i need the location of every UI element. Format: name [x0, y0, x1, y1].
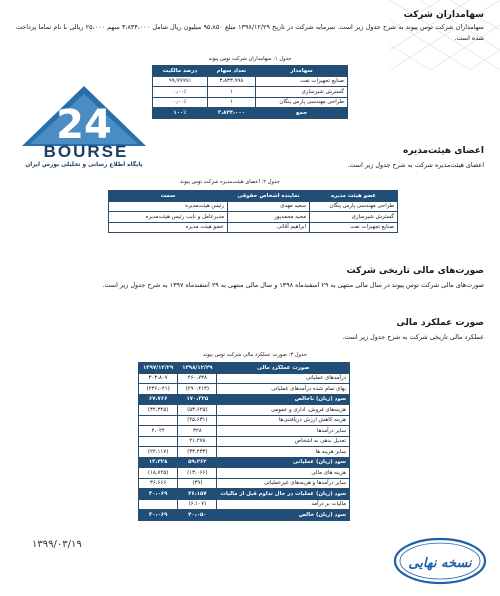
- performance-table-caption: جدول ۳: صورت عملکرد مالی شرکت توس پیوند: [203, 352, 307, 358]
- shareholders-heading: سهامداران شرکت: [403, 10, 484, 20]
- col-header: تعداد سهام: [207, 66, 255, 77]
- table-cell: ۰٫۰۰٪: [153, 87, 208, 98]
- table-cell: ۶۷،۷۶۶: [139, 394, 178, 405]
- table-cell: [139, 499, 178, 510]
- table-row: [109, 222, 398, 233]
- table-subtotal-row: [139, 489, 350, 500]
- table-cell: تعدیل بدهی به اشخاص: [217, 436, 350, 447]
- table-cell: طراحی مهندسی پارس پنگان: [256, 97, 348, 108]
- table-cell: ۴۰،۰۵۰: [178, 510, 217, 521]
- shareholders-table-caption: جدول ۱: سهامداران شرکت توس پیوند: [208, 56, 292, 62]
- table-row: [153, 97, 348, 108]
- table-row: [139, 447, 350, 458]
- table-header-row: [109, 191, 398, 202]
- col-header: درصد مالکیت: [153, 66, 208, 77]
- history-text: صورت‌های مالی شرکت توس پیوند در سال مالی منتهی به ۲۹ اسفندماه ۱۳۹۸ و سال مالی منتهی به ۲۹ اسفندماه ۱۳۹۷ به شرح جدول زیر است.: [102, 281, 484, 289]
- table-row: [139, 415, 350, 426]
- shareholders-table: [152, 65, 348, 119]
- table-cell: (۳۹): [178, 478, 217, 489]
- bourse24-logo: [8, 84, 160, 174]
- table-total-row: [153, 108, 348, 119]
- table-subtotal-row: [139, 394, 350, 405]
- table-cell: ۱۰۰٪: [153, 108, 208, 119]
- performance-text: عملکرد مالی تاریخی شرکت به شرح جدول زیر است.: [342, 333, 484, 341]
- col-header: سهامدار: [256, 66, 348, 77]
- board-table-caption: جدول ۲: اعضای هیئت‌مدیره شرکت توس پیوند: [180, 179, 280, 185]
- table-row: [109, 212, 398, 223]
- col-header: ۱۳۹۸/۱۲/۲۹: [178, 363, 217, 374]
- table-cell: (۴۵،۶۳۱): [178, 415, 217, 426]
- logo-numeral: 24: [56, 102, 112, 148]
- table-cell: سود (زیان) عملیات در حال تداوم قبل از مالیات: [217, 489, 350, 500]
- table-cell: ۳۰۳،۸۰۷: [139, 373, 178, 384]
- table-cell: (۲۴،۱۱۷): [139, 447, 178, 458]
- table-cell: ۵۹،۲۶۲: [178, 457, 217, 468]
- table-row: [139, 436, 350, 447]
- logo-word: BOURSE: [43, 142, 129, 161]
- performance-table: [138, 362, 350, 521]
- table-cell: هزینه های مالی: [217, 468, 350, 479]
- table-header-row: [153, 66, 348, 77]
- table-cell: ۱: [207, 97, 255, 108]
- table-cell: ۴۶۰،۷۳۸: [178, 373, 217, 384]
- table-row: [139, 426, 350, 437]
- board-heading: اعضای هیئت‌مدیره: [402, 146, 484, 156]
- table-row: [139, 384, 350, 395]
- table-cell: هزینه‌های فروش، اداری و عمومی: [217, 405, 350, 416]
- table-cell: گسترش شیرسازی: [310, 212, 398, 223]
- table-cell: گسترش شیرسازی: [256, 87, 348, 98]
- table-cell: ۳۰،۰۶۹: [139, 510, 178, 521]
- col-header: نماینده اشخاص حقوقی: [228, 191, 310, 202]
- table-cell: سایر درآمدها و هزینه‌های غیرعملیاتی: [217, 478, 350, 489]
- col-header: عضو هیئت مدیره: [310, 191, 398, 202]
- final-version-stamp-icon: [392, 536, 488, 586]
- table-subtotal-row: [139, 510, 350, 521]
- table-cell: [139, 415, 178, 426]
- table-cell: سعید مهدی: [228, 201, 310, 212]
- table-cell: ۱۳،۳۲۸: [139, 457, 178, 468]
- table-cell: (۳۳،۴۳۳): [178, 447, 217, 458]
- table-cell: بهای تمام شده درآمدهای عملیاتی: [217, 384, 350, 395]
- table-subtotal-row: [139, 457, 350, 468]
- table-cell: رئیس هیئت‌مدیره: [109, 201, 228, 212]
- table-cell: ۱: [207, 87, 255, 98]
- table-row: [139, 499, 350, 510]
- table-cell: مجید محمدپور: [228, 212, 310, 223]
- table-cell: (۱۸،۷۲۵): [139, 468, 178, 479]
- table-cell: سایر هزینه ها: [217, 447, 350, 458]
- table-cell: [139, 436, 178, 447]
- table-cell: سایر درآمدها: [217, 426, 350, 437]
- table-cell: ۳۰،۰۶۹: [139, 489, 178, 500]
- table-row: [139, 405, 350, 416]
- board-text: اعضای هیئت‌مدیره شرکت به شرح جدول زیر است.: [347, 161, 484, 169]
- table-cell: (۶،۱۰۷): [178, 499, 217, 510]
- table-cell: ابراهیم آقائی: [228, 222, 310, 233]
- table-cell: سود (زیان) عملیاتی: [217, 457, 350, 468]
- table-cell: (۲۳۶،۰۴۱): [139, 384, 178, 395]
- table-cell: سود (زیان) خالص: [217, 510, 350, 521]
- table-cell: عضو هیئت مدیره: [109, 222, 228, 233]
- shareholders-text: سهامداران شرکت توس پیوند به شرح جدول زیر است. سرمایه شرکت در تاریخ ۱۳۹۸/۱۲/۲۹ مبلغ ۹۵،۸۵۰ میلیون ریال شامل ۳،۸۳۴،۰۰۰ سهم ۲۵،۰۰۰ ریالی با نام تماما پرداخت شده است.: [16, 23, 484, 42]
- table-cell: (۵۳،۶۲۵): [178, 405, 217, 416]
- table-cell: ۱۷۰،۳۲۵: [178, 394, 217, 405]
- handwritten-date: ۱۳۹۹/۰۳/۱۹: [32, 539, 82, 550]
- col-header: سمت: [109, 191, 228, 202]
- board-table: [108, 190, 398, 233]
- col-header: ۱۳۹۷/۱۲/۲۹: [139, 363, 178, 374]
- table-cell: ۲۱،۲۷۸: [178, 436, 217, 447]
- table-cell: صنایع تجهیزات نفت: [256, 76, 348, 87]
- table-cell: ۴،۰۲۴: [139, 426, 178, 437]
- table-cell: طراحی مهندسی پارس پنگان: [310, 201, 398, 212]
- table-row: [153, 76, 348, 87]
- table-cell: ۳،۸۳۴،۰۰۰: [207, 108, 255, 119]
- table-row: [139, 373, 350, 384]
- table-cell: مالیات بر درآمد: [217, 499, 350, 510]
- table-cell: صنایع تجهیزات نفت: [310, 222, 398, 233]
- table-cell: ۳،۸۳۳،۹۹۸: [207, 76, 255, 87]
- table-cell: ۳۶،۶۶۶: [139, 478, 178, 489]
- table-cell: هزینه کاهش ارزش دریافتنی‌ها: [217, 415, 350, 426]
- table-cell: (۱۳،۰۶۶): [178, 468, 217, 479]
- table-cell: جمع: [256, 108, 348, 119]
- table-row: [139, 478, 350, 489]
- history-heading: صورت‌های مالی تاریخی شرکت: [346, 266, 484, 276]
- table-cell: (۳۴،۳۴۵): [139, 405, 178, 416]
- stamp-text: نسخه نهایی: [408, 556, 472, 571]
- table-cell: ۴۶،۱۵۷: [178, 489, 217, 500]
- logo-tagline: پایگاه اطلاع رسانی و تحلیلی بورس ایران: [25, 162, 143, 168]
- table-cell: ۳۲۸: [178, 426, 217, 437]
- table-cell: ۹۹٫۹۹۹۹٪: [153, 76, 208, 87]
- table-header-row: [139, 363, 350, 374]
- table-row: [109, 201, 398, 212]
- table-cell: سود (زیان) ناخالص: [217, 394, 350, 405]
- table-cell: مدیرعامل و نایب رئیس هیئت‌مدیره: [109, 212, 228, 223]
- table-cell: ۰٫۰۰٪: [153, 97, 208, 108]
- table-cell: (۲۹۰،۴۱۳): [178, 384, 217, 395]
- table-cell: درآمدهای عملیاتی: [217, 373, 350, 384]
- table-row: [153, 87, 348, 98]
- col-header: صورت عملکرد مالی: [217, 363, 350, 374]
- performance-heading: صورت عملکرد مالی: [396, 318, 484, 328]
- table-row: [139, 468, 350, 479]
